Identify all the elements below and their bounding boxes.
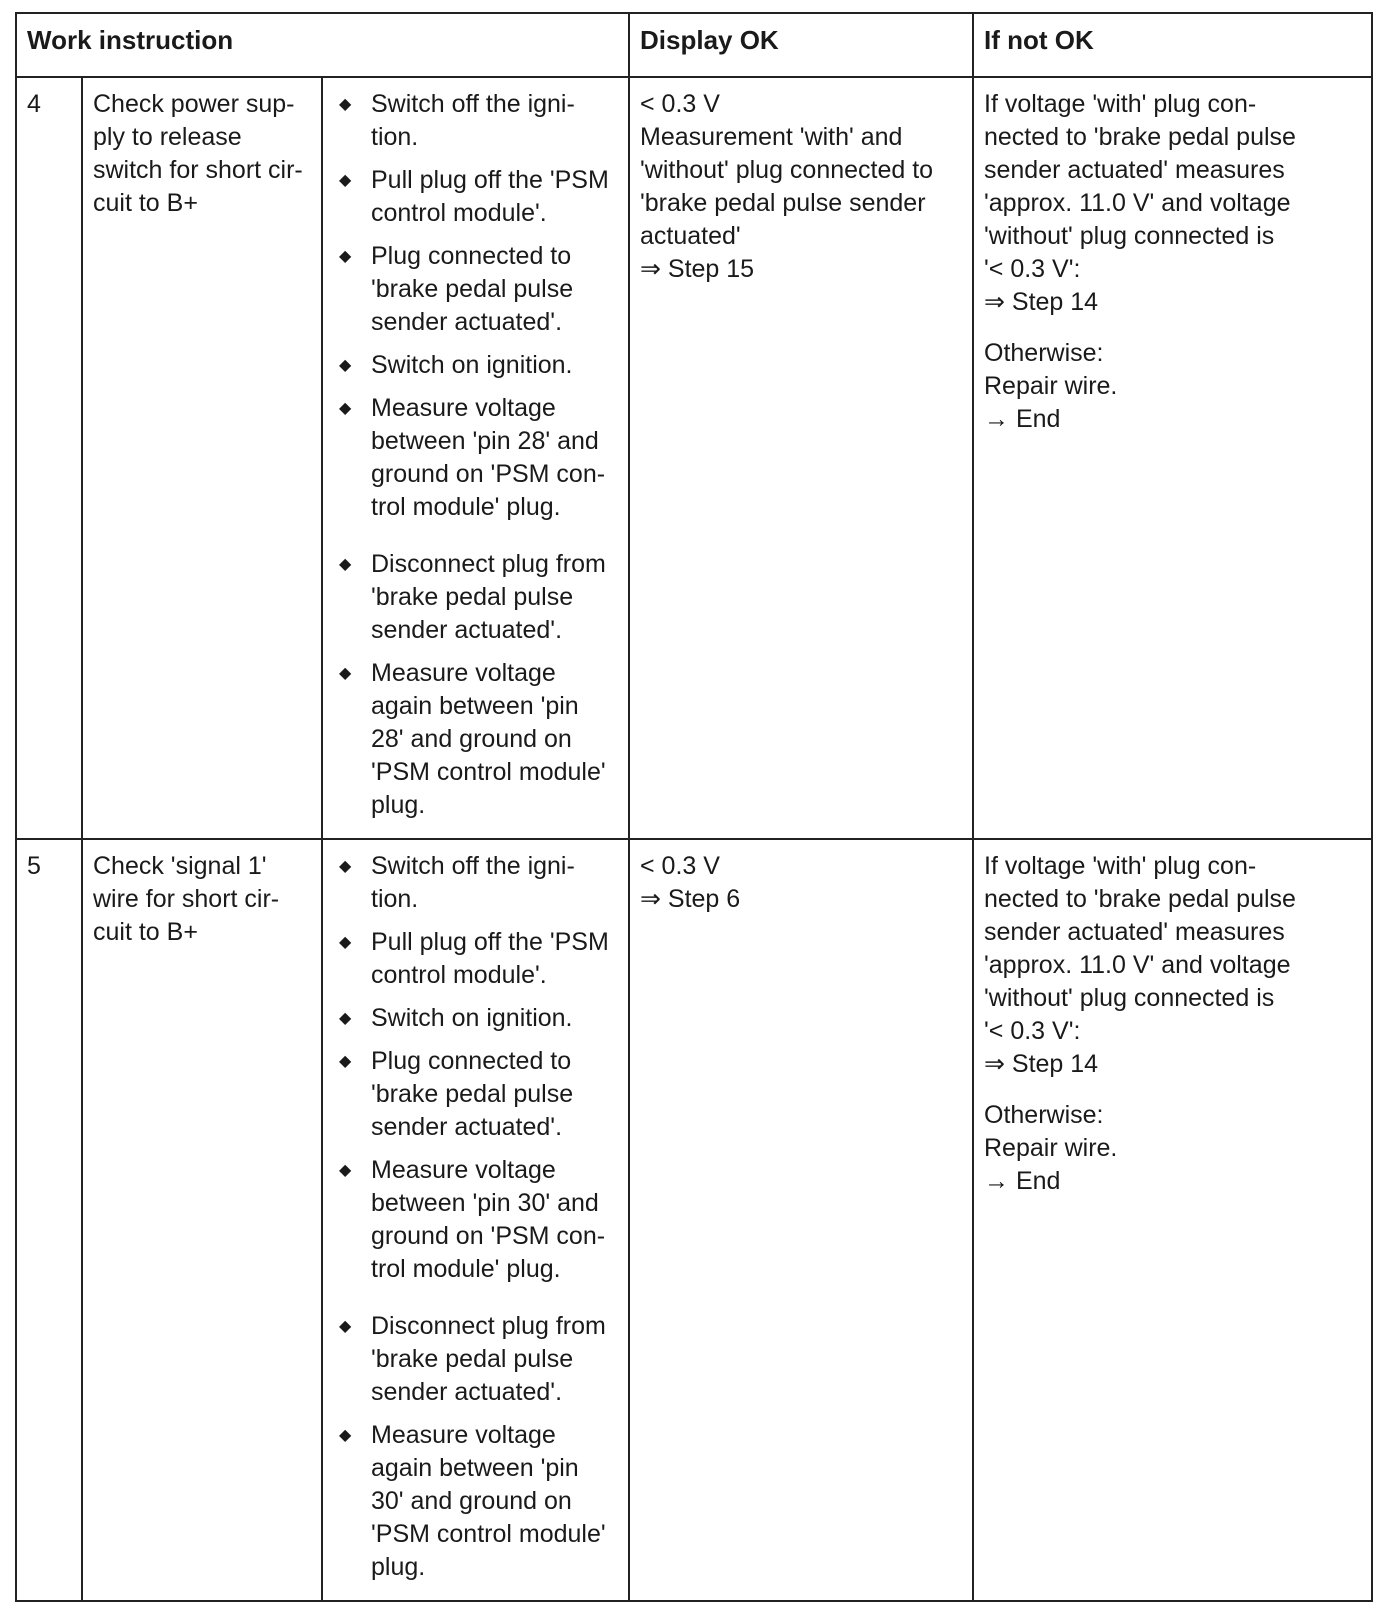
instruction-text: Switch on ignition.	[371, 351, 573, 379]
list-item	[331, 1310, 622, 1409]
list-item	[331, 240, 622, 339]
header-work-instruction: Work instruction	[16, 13, 629, 77]
step-number-text: 4	[27, 90, 41, 118]
list-item	[331, 926, 622, 992]
step-number	[16, 839, 82, 1601]
if-not-ok-line: 'approx. 11.0 V' and voltage	[984, 189, 1291, 217]
table-header-row	[16, 13, 1372, 77]
list-item	[331, 1002, 622, 1035]
display-ok-cell	[629, 839, 973, 1601]
instruction-text: Switch on ignition.	[371, 1004, 573, 1032]
instruction-text: Switch off the igni- tion.	[371, 90, 575, 151]
diamond-bullet-icon: ◆	[339, 1053, 352, 1070]
list-item	[331, 392, 622, 524]
instruction-list	[331, 850, 622, 1584]
display-ok-cell	[629, 77, 973, 839]
if-not-ok-line: 'without' plug connected is	[984, 984, 1275, 1012]
list-item	[331, 1154, 622, 1286]
if-not-ok-line: 'without' plug connected is	[984, 222, 1275, 250]
task-text: Check 'signal 1' wire for short cir- cuit to B+	[93, 852, 280, 946]
display-ok-line: 'without' plug connected to	[640, 156, 934, 184]
if-not-ok-line: '< 0.3 V':	[984, 255, 1081, 283]
diamond-bullet-icon: ◆	[339, 357, 352, 374]
header-display-ok: Display OK	[629, 13, 973, 77]
table-row	[16, 77, 1372, 839]
list-item	[331, 349, 622, 382]
task-description	[82, 77, 322, 839]
if-not-ok-line: → End	[984, 405, 1061, 433]
instruction-text: Pull plug off the 'PSM control module'.	[371, 928, 609, 989]
list-item	[331, 1045, 622, 1144]
instruction-list-cell	[322, 839, 629, 1601]
instruction-text: Disconnect plug from 'brake pedal pulse sender actuated'.	[371, 1312, 606, 1406]
display-ok-line: < 0.3 V	[640, 852, 720, 880]
if-not-ok-line: 'approx. 11.0 V' and voltage	[984, 951, 1291, 979]
display-ok-line: ⇒ Step 15	[640, 255, 755, 283]
diamond-bullet-icon: ◆	[339, 1427, 352, 1444]
diamond-bullet-icon: ◆	[339, 934, 352, 951]
if-not-ok-line: Otherwise:	[984, 1101, 1104, 1129]
paragraph-spacer	[984, 1081, 1361, 1099]
instruction-text: Plug connected to 'brake pedal pulse sender actuated'.	[371, 242, 574, 336]
instruction-list-cell	[322, 77, 629, 839]
step-number-text: 5	[27, 852, 41, 880]
list-item	[331, 88, 622, 154]
if-not-ok-cell	[973, 839, 1372, 1601]
instruction-text: Switch off the igni- tion.	[371, 852, 575, 913]
if-not-ok-line: '< 0.3 V':	[984, 1017, 1081, 1045]
list-item	[331, 657, 622, 822]
if-not-ok-line: Repair wire.	[984, 1134, 1118, 1162]
diamond-bullet-icon: ◆	[339, 858, 352, 875]
diamond-bullet-icon: ◆	[339, 172, 352, 189]
if-not-ok-line: ⇒ Step 14	[984, 1050, 1099, 1078]
instruction-text: Measure voltage between 'pin 30' and ground on 'PSM con- trol module' plug.	[371, 1156, 606, 1283]
instruction-text: Measure voltage again between 'pin 30' and ground on 'PSM control module' plug.	[371, 1421, 606, 1581]
instruction-text: Disconnect plug from 'brake pedal pulse sender actuated'.	[371, 550, 606, 644]
instruction-text: Measure voltage between 'pin 28' and ground on 'PSM con- trol module' plug.	[371, 394, 606, 521]
list-item	[331, 548, 622, 647]
diamond-bullet-icon: ◆	[339, 248, 352, 265]
diamond-bullet-icon: ◆	[339, 556, 352, 573]
diamond-bullet-icon: ◆	[339, 96, 352, 113]
instruction-text: Pull plug off the 'PSM control module'.	[371, 166, 609, 227]
diamond-bullet-icon: ◆	[339, 1162, 352, 1179]
work-instruction-table	[15, 12, 1373, 1602]
if-not-ok-line: Repair wire.	[984, 372, 1118, 400]
header-if-not-ok: If not OK	[973, 13, 1372, 77]
paragraph-spacer	[984, 319, 1361, 337]
diamond-bullet-icon: ◆	[339, 1010, 352, 1027]
task-description	[82, 839, 322, 1601]
display-ok-line: 'brake pedal pulse sender	[640, 189, 926, 217]
instruction-text: Measure voltage again between 'pin 28' and ground on 'PSM control module' plug.	[371, 659, 606, 819]
if-not-ok-line: → End	[984, 1167, 1061, 1195]
step-number	[16, 77, 82, 839]
display-ok-line: actuated'	[640, 222, 741, 250]
task-text: Check power sup- ply to release switch for short cir- cuit to B+	[93, 90, 303, 217]
instruction-list	[331, 88, 622, 822]
list-item	[331, 1419, 622, 1584]
diamond-bullet-icon: ◆	[339, 400, 352, 417]
display-ok-line: < 0.3 V	[640, 90, 720, 118]
if-not-ok-line: If voltage 'with' plug con-	[984, 90, 1257, 118]
if-not-ok-line: If voltage 'with' plug con-	[984, 852, 1257, 880]
display-ok-line: ⇒ Step 6	[640, 885, 741, 913]
if-not-ok-cell	[973, 77, 1372, 839]
display-ok-line: Measurement 'with' and	[640, 123, 903, 151]
if-not-ok-line: nected to 'brake pedal pulse	[984, 123, 1296, 151]
if-not-ok-line: ⇒ Step 14	[984, 288, 1099, 316]
table-row	[16, 839, 1372, 1601]
if-not-ok-line: Otherwise:	[984, 339, 1104, 367]
if-not-ok-line: sender actuated' measures	[984, 156, 1285, 184]
if-not-ok-line: sender actuated' measures	[984, 918, 1285, 946]
diamond-bullet-icon: ◆	[339, 665, 352, 682]
list-item	[331, 164, 622, 230]
list-item	[331, 850, 622, 916]
diamond-bullet-icon: ◆	[339, 1318, 352, 1335]
if-not-ok-line: nected to 'brake pedal pulse	[984, 885, 1296, 913]
instruction-text: Plug connected to 'brake pedal pulse sender actuated'.	[371, 1047, 574, 1141]
